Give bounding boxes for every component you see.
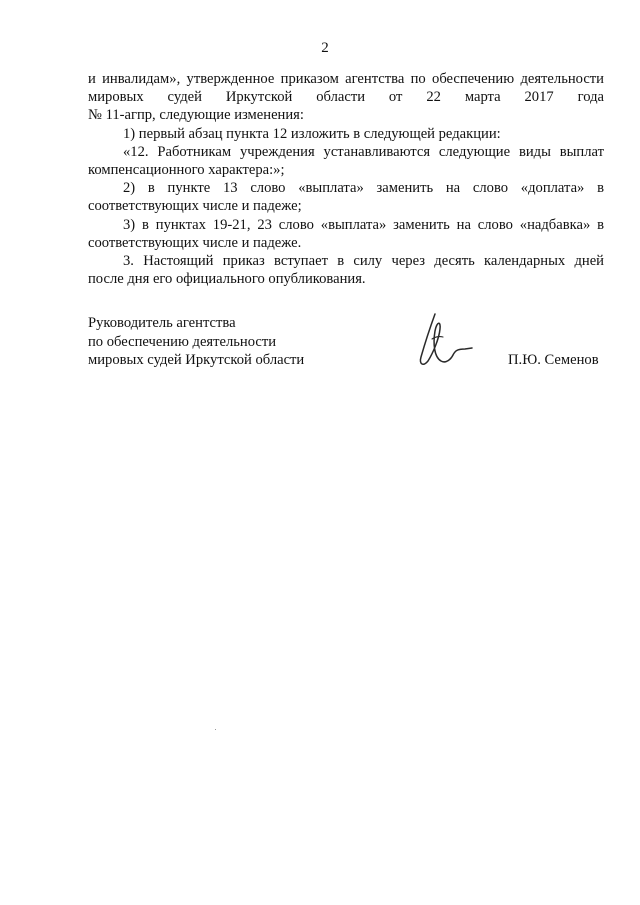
page-number: 2 [321, 40, 329, 56]
paragraph-line: 2) в пункте 13 слово «выплата» заменить на слово «доплата» в [123, 180, 604, 197]
paragraph-line: 3. Настоящий приказ вступает в силу через десять календарных дней [123, 253, 604, 270]
signer-position [88, 314, 304, 370]
scan-speck [215, 729, 216, 730]
paragraph-line: 3) в пунктах 19-21, 23 слово «выплата» заменить на слово «надбавка» в [123, 216, 604, 233]
paragraph-line: соответствующих числе и падеже; [88, 198, 302, 215]
signer-position-line: мировых судей Иркутской области [88, 352, 305, 369]
paragraph-line: и инвалидам», утвержденное приказом агентства по обеспечению деятельности [88, 71, 604, 87]
handwritten-signature [413, 311, 475, 371]
signer-position-line: Руководитель агентства [88, 315, 236, 331]
paragraph-line: 1) первый абзац пункта 12 изложить в следующей редакции: [123, 125, 501, 142]
signer-position-line: по обеспечению деятельности [88, 333, 277, 350]
document-body [88, 70, 604, 288]
paragraph-line: после дня его официального опубликования. [88, 271, 366, 288]
signature-stroke [420, 314, 472, 364]
paragraph-line: мировых судей Иркутской области от 22 марта 2017 года [88, 89, 604, 106]
paragraph-line: «12. Работникам учреждения устанавливаются следующие виды выплат [123, 143, 604, 160]
signer-name: П.Ю. Семенов [508, 352, 599, 368]
paragraph-line: № 11-агпр, следующие изменения: [88, 107, 304, 124]
paragraph-line: соответствующих числе и падеже. [88, 234, 302, 251]
paragraph-line: компенсационного характера:»; [88, 162, 285, 179]
